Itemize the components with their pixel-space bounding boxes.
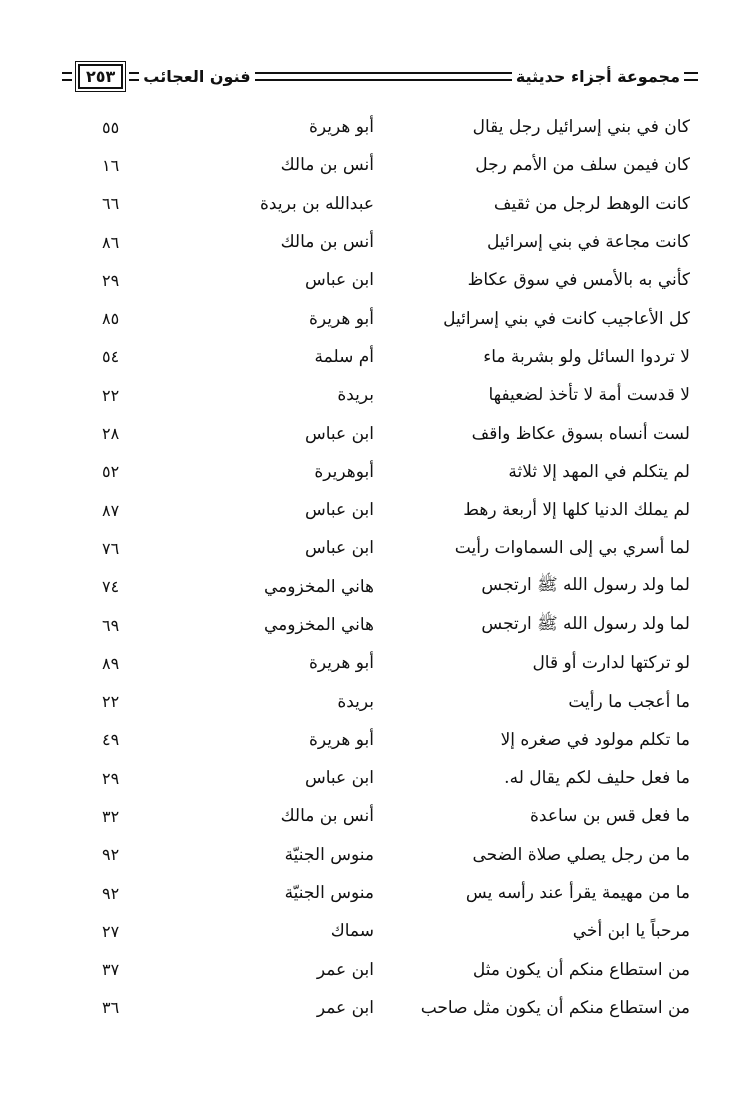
header-rule-before-page	[129, 72, 139, 81]
page-reference: ٢٩	[102, 270, 120, 290]
page-reference: ٣٢	[102, 806, 120, 826]
narrator: بريدة	[337, 385, 374, 406]
index-row	[90, 299, 690, 337]
hadith-incipit: ما تكلم مولود في صغره إلا	[500, 729, 690, 750]
index-row	[90, 836, 690, 874]
narrator: منوس الجنيّة	[284, 883, 374, 904]
page-reference: ١٦	[102, 155, 120, 175]
page-reference: ٢٨	[102, 424, 120, 444]
page-reference: ٥٤	[102, 347, 120, 367]
index-row	[90, 644, 690, 682]
hadith-incipit: كانت الوهط لرجل من ثقيف	[493, 193, 690, 214]
page-reference: ٧٤	[102, 577, 120, 597]
index-row	[90, 223, 690, 261]
index-row	[90, 568, 690, 606]
narrator: ابن عباس	[304, 500, 374, 521]
narrator: ابن عباس	[304, 538, 374, 559]
page-reference: ٧٦	[102, 538, 120, 558]
index-row	[90, 759, 690, 797]
narrator: أنس بن مالك	[280, 806, 374, 827]
narrator: بريدة	[337, 691, 374, 712]
page-reference: ٨٦	[102, 232, 120, 252]
narrator: أبو هريرة	[308, 117, 374, 138]
narrator: ابن عمر	[316, 997, 374, 1018]
page-reference: ٢٩	[102, 768, 120, 788]
page-reference: ٨٧	[102, 500, 120, 520]
index-row	[90, 491, 690, 529]
index-row	[90, 682, 690, 720]
hadith-incipit: من استطاع منكم أن يكون مثل صاحب	[420, 997, 690, 1018]
hadith-incipit: كل الأعاجيب كانت في بني إسرائيل	[443, 308, 690, 329]
index-row	[90, 108, 690, 146]
index-row	[90, 453, 690, 491]
page-number: ٢٥٣	[78, 64, 123, 89]
page-reference: ٨٥	[102, 309, 120, 329]
index-row	[90, 338, 690, 376]
hadith-incipit: لا تردوا السائل ولو بشربة ماء	[483, 346, 690, 367]
index-row	[90, 951, 690, 989]
index-row	[90, 989, 690, 1027]
page-reference: ٢٧	[102, 921, 120, 941]
page-reference: ٢٢	[102, 692, 120, 712]
page-reference: ٩٢	[102, 845, 120, 865]
index-row	[90, 146, 690, 184]
page-reference: ٢٢	[102, 385, 120, 405]
header-rule-right	[684, 72, 698, 81]
index-row	[90, 874, 690, 912]
narrator: ابن عمر	[316, 959, 374, 980]
page-reference: ٣٦	[102, 998, 120, 1018]
index-row	[90, 414, 690, 452]
series-title: مجموعة أجزاء حديثية	[515, 66, 680, 86]
hadith-incipit: كان فيمن سلف من الأمم رجل	[475, 155, 690, 176]
narrator: ابن عباس	[304, 270, 374, 291]
hadith-incipit: كان في بني إسرائيل رجل يقال	[472, 117, 690, 138]
hadith-incipit: كأني به بالأمس في سوق عكاظ	[467, 270, 690, 291]
page-reference: ٥٢	[102, 462, 120, 482]
page-reference: ٥٥	[102, 117, 120, 137]
index-row	[90, 529, 690, 567]
narrator: أنس بن مالك	[280, 155, 374, 176]
hadith-incipit: مرحباً يا ابن أخي	[572, 921, 690, 942]
hadith-incipit: لا قدست أمة لا تأخذ لضعيفها	[488, 385, 690, 406]
index-row	[90, 606, 690, 644]
header-rule-left	[62, 72, 72, 81]
hadith-incipit: لم يتكلم في المهد إلا ثلاثة	[508, 461, 690, 482]
index-row	[90, 912, 690, 950]
index-row	[90, 185, 690, 223]
page-reference: ٨٩	[102, 653, 120, 673]
narrator: منوس الجنيّة	[284, 844, 374, 865]
narrator: سماك	[330, 921, 374, 942]
hadith-incipit: ما أعجب ما رأيت	[568, 691, 690, 712]
hadith-incipit: لو تركتها لدارت أو قال	[532, 653, 690, 674]
header-rule-middle	[255, 72, 512, 81]
narrator: أبوهريرة	[314, 461, 374, 482]
index-row	[90, 797, 690, 835]
narrator: أبو هريرة	[308, 729, 374, 750]
hadith-incipit: ما من مهيمة يقرأ عند رأسه يس	[465, 883, 690, 904]
hadith-incipit: لما ولد رسول الله ﷺ ارتجس	[481, 613, 690, 634]
narrator: ابن عباس	[304, 768, 374, 789]
index-row	[90, 721, 690, 759]
page-reference: ٣٧	[102, 960, 120, 980]
page-reference: ٤٩	[102, 730, 120, 750]
running-header	[62, 58, 698, 94]
narrator: أبو هريرة	[308, 653, 374, 674]
hadith-incipit: لما أسري بي إلى السماوات رأيت	[454, 538, 690, 559]
page-reference: ٦٦	[102, 194, 120, 214]
hadith-incipit: كانت مجاعة في بني إسرائيل	[487, 232, 690, 253]
hadith-incipit: ما من رجل يصلي صلاة الضحى	[472, 844, 690, 865]
hadith-incipit: ما فعل قس بن ساعدة	[530, 806, 690, 827]
narrator: عبدالله بن بريدة	[260, 193, 374, 214]
hadith-incipit: لم يملك الدنيا كلها إلا أربعة رهط	[463, 500, 690, 521]
hadith-incipit: ما فعل حليف لكم يقال له.	[504, 768, 690, 789]
page-reference: ٩٢	[102, 883, 120, 903]
hadith-incipit: من استطاع منكم أن يكون مثل	[472, 959, 690, 980]
narrator: ابن عباس	[304, 423, 374, 444]
narrator: أم سلمة	[314, 346, 374, 367]
narrator: أنس بن مالك	[280, 232, 374, 253]
hadith-incipit: لست أنساه بسوق عكاظ واقف	[471, 423, 690, 444]
index-row	[90, 261, 690, 299]
hadith-incipit: لما ولد رسول الله ﷺ ارتجس	[481, 575, 690, 596]
narrator: هاني المخزومي	[263, 615, 374, 635]
page-reference: ٦٩	[102, 615, 120, 635]
narrator: هاني المخزومي	[263, 576, 374, 597]
book-title: فنون العجائب	[143, 66, 251, 86]
narrator: أبو هريرة	[308, 308, 374, 329]
hadith-index-list	[90, 108, 690, 1027]
index-row	[90, 376, 690, 414]
